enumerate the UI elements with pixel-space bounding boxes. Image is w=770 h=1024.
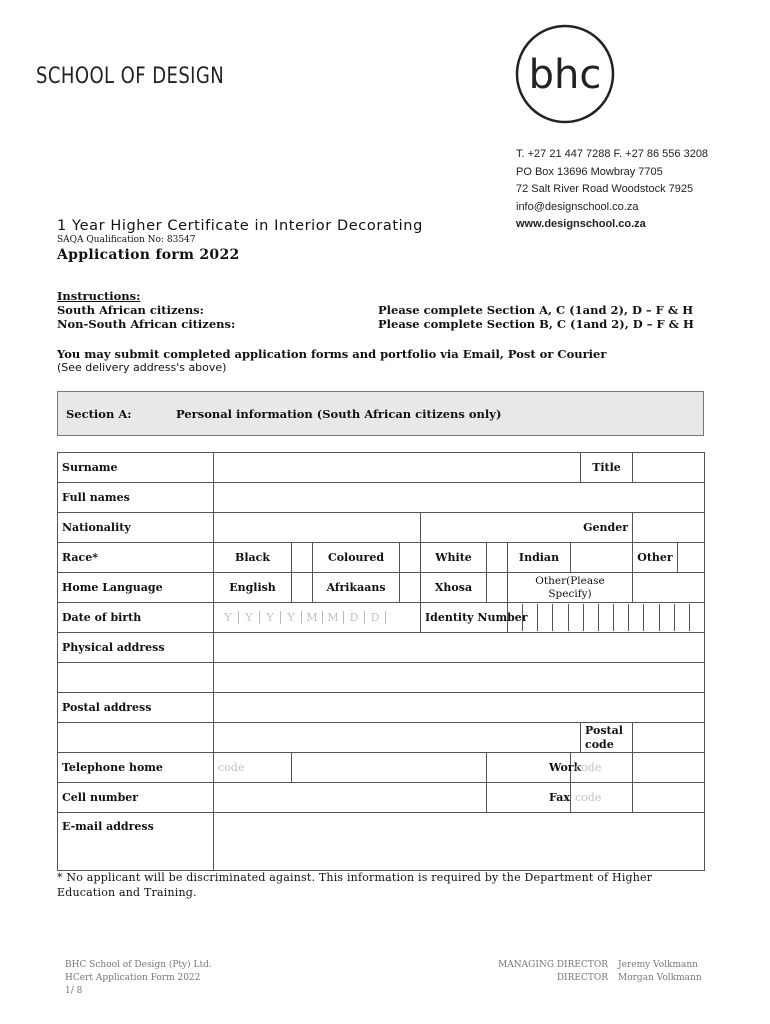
non-sa-citizens-text: Please complete Section B, C (1and 2), D – F & H (378, 317, 694, 331)
language-other-field[interactable] (633, 573, 705, 603)
language-xhosa-checkbox[interactable] (487, 573, 508, 603)
dob-mask-char: Y (281, 611, 302, 624)
language-option-xhosa: Xhosa (421, 573, 487, 603)
contact-email[interactable]: info@designschool.co.za (516, 200, 639, 213)
footer-roles (440, 959, 608, 985)
gender-field[interactable] (633, 513, 705, 543)
dob-mask-char: Y (260, 611, 281, 624)
footer-director-role: DIRECTOR (556, 973, 608, 983)
contact-block (516, 146, 708, 234)
race-white-checkbox[interactable] (487, 543, 508, 573)
language-afrikaans-checkbox[interactable] (400, 573, 421, 603)
footer-company-block (65, 959, 212, 998)
full-names-label: Full names (58, 483, 214, 513)
fax-code-field[interactable]: code (571, 783, 633, 813)
title-label: Title (581, 453, 633, 483)
work-code-field[interactable]: code (571, 753, 633, 783)
dob-mask-char: M (323, 611, 344, 624)
sa-citizens-label: South African citizens: (57, 303, 204, 317)
race-coloured-checkbox[interactable] (400, 543, 421, 573)
submit-note: You may submit completed application forms and portfolio via Email, Post or Courier (57, 347, 607, 361)
footer-form-name: HCert Application Form 2022 (65, 973, 201, 983)
form-title: 1 Year Higher Certificate in Interior Decorating (57, 218, 423, 234)
footer-md-name: Jeremy Volkmann (618, 960, 698, 970)
sa-citizens-text: Please complete Section A, C (1and 2), D – F & H (378, 303, 694, 317)
race-label: Race* (58, 543, 214, 573)
postal-address-line-2[interactable] (214, 723, 581, 753)
dob-mask-char: Y (218, 611, 239, 624)
section-title: Personal information (South African citizens only) (176, 407, 502, 421)
discrimination-footnote: * No applicant will be discriminated against. This information is required by the Department of Higher Education and Training. (57, 871, 653, 899)
work-field[interactable] (633, 753, 705, 783)
language-english-checkbox[interactable] (292, 573, 313, 603)
physical-address-line-2[interactable] (214, 663, 705, 693)
postal-code-label: Postal code (581, 723, 633, 753)
dob-field[interactable] (218, 611, 386, 624)
personal-info-table (57, 452, 705, 871)
telephone-code-field[interactable]: code (214, 753, 292, 783)
footer-md-role: MANAGING DIRECTOR (498, 960, 608, 970)
id-number-label: Identity Number (421, 603, 508, 633)
race-black-checkbox[interactable] (292, 543, 313, 573)
dob-mask-char: Y (239, 611, 260, 624)
footer-page-number: 1/ 8 (65, 986, 83, 996)
title-field[interactable] (633, 453, 705, 483)
language-option-afrikaans: Afrikaans (313, 573, 400, 603)
postal-address-line-1[interactable] (214, 693, 705, 723)
footer-names (618, 959, 702, 985)
nationality-field[interactable] (214, 513, 421, 543)
footer-director-name: Morgan Volkmann (618, 973, 702, 983)
work-label: Work (487, 753, 571, 783)
telephone-home-label: Telephone home (58, 753, 214, 783)
dob-mask-char: D (344, 611, 365, 624)
section-a-header (57, 391, 704, 436)
fax-field[interactable] (633, 783, 705, 813)
postal-address-label: Postal address (58, 693, 214, 723)
surname-label: Surname (58, 453, 214, 483)
language-option-other: Other(Please Specify) (508, 573, 633, 603)
logo-text: bhc (528, 52, 602, 98)
contact-phone: T. +27 21 447 7288 F. +27 86 556 3208 (516, 148, 709, 160)
dob-mask-char: M (302, 611, 323, 624)
postal-code-field[interactable] (633, 723, 705, 753)
surname-field[interactable] (214, 453, 581, 483)
contact-website[interactable]: www.designschool.co.za (516, 218, 646, 230)
dob-mask-char: D (365, 611, 386, 624)
race-option-white: White (421, 543, 487, 573)
race-option-indian: Indian (508, 543, 571, 573)
nationality-label: Nationality (58, 513, 214, 543)
section-label: Section A: (66, 407, 132, 421)
home-language-label: Home Language (58, 573, 214, 603)
non-sa-citizens-label: Non-South African citizens: (57, 317, 236, 331)
physical-address-label: Physical address (58, 633, 214, 663)
physical-address-line-1[interactable] (214, 633, 705, 663)
race-option-black: Black (214, 543, 292, 573)
contact-street: 72 Salt River Road Woodstock 7925 (516, 183, 694, 195)
race-option-coloured: Coloured (313, 543, 400, 573)
saqa-number: SAQA Qualification No: 83547 (57, 235, 196, 245)
full-names-field[interactable] (214, 483, 705, 513)
fax-label: Fax (487, 783, 571, 813)
dob-label: Date of birth (58, 603, 214, 633)
race-indian-checkbox[interactable] (571, 543, 633, 573)
gender-label: Gender (421, 513, 633, 543)
id-number-field[interactable] (508, 604, 704, 631)
email-field[interactable] (214, 813, 705, 871)
school-name: SCHOOL OF DESIGN (36, 64, 225, 89)
telephone-home-field[interactable] (292, 753, 487, 783)
form-subtitle: Application form 2022 (57, 247, 240, 263)
bhc-logo (515, 24, 615, 124)
email-label: E-mail address (58, 813, 214, 871)
race-option-other: Other (633, 543, 678, 573)
race-other-checkbox[interactable] (678, 543, 705, 573)
cell-number-field[interactable] (214, 783, 487, 813)
cell-number-label: Cell number (58, 783, 214, 813)
delivery-note: (See delivery address's above) (57, 361, 227, 374)
instructions-heading: Instructions: (57, 289, 141, 303)
contact-po-box: PO Box 13696 Mowbray 7705 (516, 165, 663, 178)
footer-company: BHC School of Design (Pty) Ltd. (65, 960, 212, 970)
language-option-english: English (214, 573, 292, 603)
